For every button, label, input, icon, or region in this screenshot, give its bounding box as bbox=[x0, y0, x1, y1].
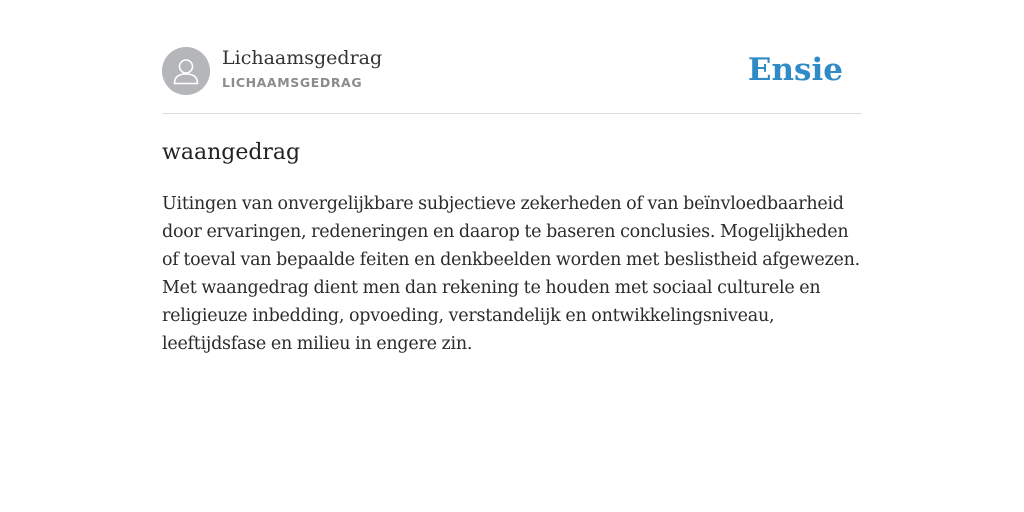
entry-card bbox=[162, 0, 862, 354]
entry-definition: Uitingen van onvergelijkbare subjectieve zekerheden of van beïnvloedbaarheid door ervaringen, redeneringen en daarop te baseren conclusies. Mogelijkheden of toeval van bepaalde feiten en denkbeelden worden met beslistheid afgewezen. Met waangedrag dient men dan rekening te houden met sociaal culturele en religieuze inbedding, opvoeding, verstandelijk en ontwikkelingsniveau, leeftijdsfase en milieu in engere zin. bbox=[162, 194, 860, 354]
entry-title: waangedrag bbox=[162, 140, 301, 165]
entry-header bbox=[162, 0, 862, 114]
author-name[interactable]: Lichaamsgedrag bbox=[222, 47, 383, 69]
avatar[interactable] bbox=[162, 47, 210, 95]
author-subtitle[interactable]: LICHAAMSGEDRAG bbox=[222, 75, 363, 90]
brand-logo[interactable]: Ensie bbox=[747, 52, 843, 88]
user-silhouette-icon bbox=[162, 47, 210, 95]
